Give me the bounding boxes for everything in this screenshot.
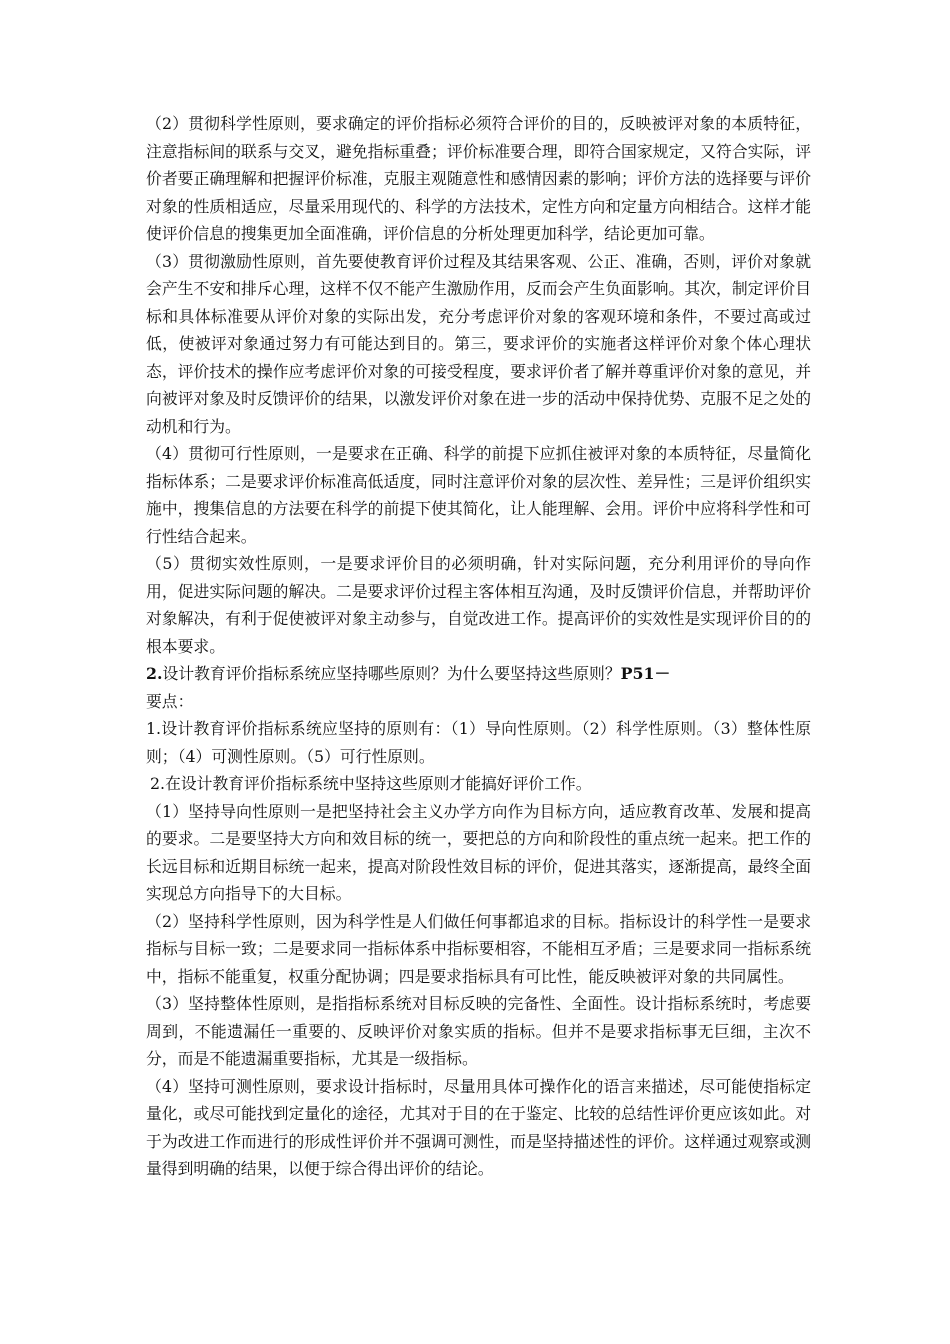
paragraph-feasibility-principle: （4）贯彻可行性原则，一是要求在正确、科学的前提下应抓住被评对象的本质特征，尽量简化指标体系；二是要求评价标准高低适度，同时注意评价对象的层次性、差异性；三是评价组织实施中，搜集信息的方法要在科学的前提下使其简化，让人能理解、会用。评价中应将科学性和可行性结合起来。 [146,444,811,546]
paragraph-scientific-principle: （2）贯彻科学性原则，要求确定的评价指标必须符合评价的目的，反映被评对象的本质特征，注意指标间的联系与交叉，避免指标重叠；评价标准要合理，即符合国家规定，又符合实际，评价者要正确理解和把握评价标准，克服主观随意性和感情因素的影响；评价方法的选择要与评价对象的性质相适应，尽量采用现代的、科学的方法技术，定性方向和定量方向相结合。这样才能使评价信息的搜集更加全面准确，评价信息的分析处理更加科学，结论更加可靠。 [146,114,811,243]
document-body [146,110,811,1183]
answer-measurability-principle: （4）坚持可测性原则，要求设计指标时，尽量用具体可操作化的语言来描述，尽可能使指标定量化，或尽可能找到定量化的途径，尤其对于目的在于鉴定、比较的总结性评价更应该如此。对于为改进工作而进行的形成性评价并不强调可测性，而是坚持描述性的评价。这样通过观察或测量得到明确的结果，以便于综合得出评价的结论。 [146,1076,811,1178]
question-text: 设计教育评价指标系统应坚持哪些原则？为什么要坚持这些原则？ [162,664,621,683]
answer-integrity-principle: （3）坚持整体性原则，是指指标系统对目标反映的完备性、全面性。设计指标系统时，考虑要周到，不能遗漏任一重要的、反映评价对象实质的指标。但并不是要求指标事无巨细，主次不分，而是不能遗漏重要指标，尤其是一级指标。 [146,994,811,1068]
question-heading [146,660,811,688]
paragraph-incentive-principle: （3）贯彻激励性原则，首先要使教育评价过程及其结果客观、公正、准确，否则，评价对象就会产生不安和排斥心理，这样不仅不能产生激励作用，反而会产生负面影响。其次，制定评价目标和具体标准要从评价对象的实际出发，充分考虑评价对象的客观环境和条件，不要过高或过低，使被评对象通过努力有可能达到目的。第三，要求评价的实施者这样评价对象个体心理状态，评价技术的操作应考虑评价对象的可接受程度，要求评价者了解并尊重评价对象的意见，并向被评对象及时反馈评价的结果，以激发评价对象在进一步的活动中保持优势、克服不足之处的动机和行为。 [146,251,811,436]
paragraph-effectiveness-principle: （5）贯彻实效性原则，一是要求评价目的必须明确，针对实际问题，充分利用评价的导向作用，促进实际问题的解决。二是要求评价过程主客体相互沟通，及时反馈评价信息，并帮助评价对象解决，有利于促使被评对象主动参与，自觉改进工作。提高评价的实效性是实现评价目的的根本要求。 [146,554,811,656]
answer-why-principles: 2.在设计教育评价指标系统中坚持这些原则才能搞好评价工作。 [150,774,592,793]
key-points-label: 要点： [146,691,194,711]
answer-principles-list: 1.设计教育评价指标系统应坚持的原则有：（1）导向性原则。（2）科学性原则。（3）整体性原则；（4）可测性原则。（5）可行性原则。 [146,719,811,766]
question-number: 2. [146,664,163,683]
answer-scientific-principle: （2）坚持科学性原则，因为科学性是人们做任何事都追求的目标。指标设计的科学性一是要求指标与目标一致；二是要求同一指标体系中指标要相容，不能相互矛盾；三是要求同一指标系统中，指标不能重复，权重分配协调；四是要求指标具有可比性，能反映被评对象的共同属性。 [146,911,811,986]
answer-guidance-principle: （1）坚持导向性原则一是把坚持社会主义办学方向作为目标方向，适应教育改革、发展和提高的要求。二是要坚持大方向和效目标的统一，要把总的方向和阶段性的重点统一起来。把工作的长远目标和近期目标统一起来，提高对阶段性效目标的评价，促进其落实，逐渐提高，最终全面实现总方向指导下的大目标。 [146,801,811,903]
question-page-ref: P51－ [620,664,671,683]
